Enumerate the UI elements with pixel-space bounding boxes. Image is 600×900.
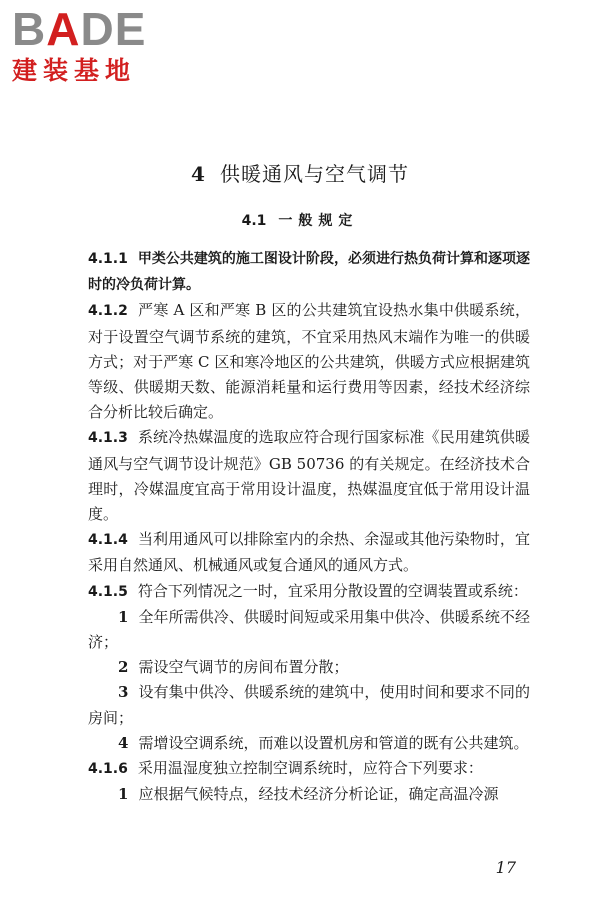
chapter-name: 供暖通风与空气调节 (219, 162, 409, 186)
clause-4-1-4 (88, 527, 530, 578)
list-item (88, 655, 530, 680)
clause-number: 4.1.5 (88, 583, 128, 600)
item-number: 3 (118, 683, 129, 702)
list-item (88, 782, 530, 807)
list-item (88, 680, 530, 730)
item-number: 1 (118, 607, 129, 626)
item-number: 4 (118, 733, 129, 752)
item-text: 设有集中供冷、供暖系统的建筑中，使用时间和要求不同的房间； (88, 683, 530, 727)
clause-text: 采用温湿度独立控制空调系统时，应符合下列要求： (137, 759, 483, 778)
clause-text: 系统冷热媒温度的选取应符合现行国家标准《民用建筑供暖通风与空气调节设计规范》GB 50736 的有关规定。在经济技术合理时，冷媒温度宜高于常用设计温度，热媒温度宜低于常用设计温度。 (88, 428, 530, 524)
item-text: 全年所需供冷、供暖时间短或采用集中供冷、供暖系统不经济； (88, 607, 530, 652)
item-text: 应根据气候特点，经技术经济分析论证，确定高温冷源 (138, 785, 499, 804)
section-title (0, 210, 600, 230)
clause-text: 甲类公共建筑的施工图设计阶段，必须进行热负荷计算和逐项逐时的冷负荷计算。 (88, 251, 530, 294)
item-text: 需设空气调节的房间布置分散； (138, 658, 349, 677)
page-number: 17 (495, 858, 516, 877)
clause-text: 符合下列情况之一时，宜采用分散设置的空调装置或系统： (137, 581, 528, 600)
clause-4-1-6 (88, 756, 530, 782)
clause-4-1-1 (88, 246, 530, 298)
item-number: 2 (118, 658, 129, 677)
logo-subtitle: 建装基地 (12, 56, 137, 85)
clause-number: 4.1.3 (88, 430, 128, 447)
clause-number: 4.1.1 (88, 251, 128, 267)
item-number: 1 (118, 785, 129, 804)
clause-number: 4.1.4 (88, 532, 128, 549)
chapter-title (0, 158, 600, 187)
clause-number: 4.1.2 (88, 303, 128, 320)
logo-brand: BADE (12, 3, 147, 55)
list-item (88, 731, 530, 756)
list-item (88, 605, 530, 655)
document-body (88, 246, 530, 807)
clause-text: 严寒 A 区和严寒 B 区的公共建筑宜设热水集中供暖系统，对于设置空气调节系统的建筑，不宜采用热风末端作为唯一的供暖方式；对于严寒 C 区和寒冷地区的公共建筑，供暖方式应根据建筑等级、供暖期天数、能源消耗量和运行费用等因素，经技术经济综合分析比较后确定。 (88, 301, 530, 422)
clause-number: 4.1.6 (88, 761, 128, 778)
clause-text: 当利用通风可以排除室内的余热、余湿或其他污染物时，宜采用自然通风、机械通风或复合通风的通风方式。 (88, 530, 530, 575)
clause-4-1-2 (88, 298, 530, 425)
chapter-number: 4 (191, 162, 206, 186)
item-text: 需增设空调系统，而难以设置机房和管道的既有公共建筑。 (138, 733, 529, 752)
section-name: 一般规定 (278, 213, 359, 229)
logo (12, 3, 182, 90)
clause-4-1-3 (88, 425, 530, 527)
clause-4-1-5 (88, 579, 530, 605)
section-number: 4.1 (241, 213, 267, 229)
